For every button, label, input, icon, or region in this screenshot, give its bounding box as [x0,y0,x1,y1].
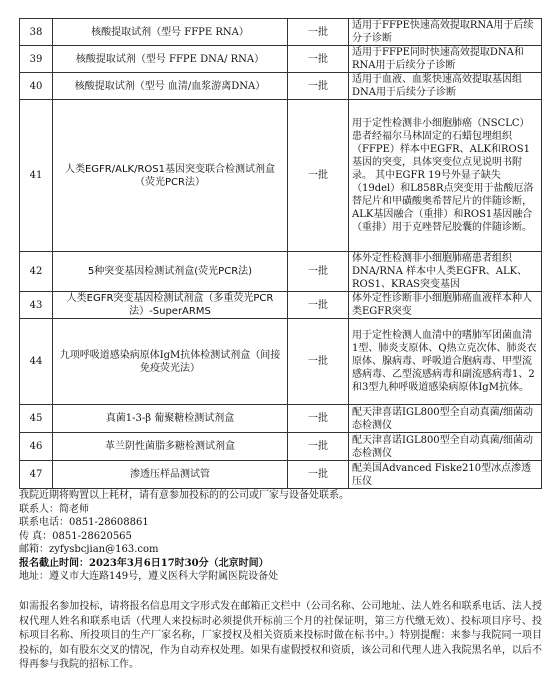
item-name: 九项呼吸道感染病原体IgM抗体检测试剂盒（间接免疫荧光法） [53,319,288,405]
row-number: 43 [20,292,53,319]
item-name: 核酸提取试剂（型号 FFPE DNA/ RNA） [53,46,288,73]
table-row [20,73,542,100]
item-quantity: 一批 [288,405,349,433]
item-description: 适用于血液、血浆快速高效提取基因组DNA用于后续分子诊断 [349,73,542,100]
table-row [20,405,542,433]
item-quantity: 一批 [288,73,349,100]
table-row [20,46,542,73]
table-row [20,19,542,46]
email-address: 邮箱：zyfysbcjian@163.com [19,544,159,555]
item-name: 核酸提取试剂（型号 FFPE RNA） [53,19,288,46]
item-quantity: 一批 [288,319,349,405]
contact-phone: 联系电话：0851-28608861 [19,517,149,528]
item-name: 革兰阴性菌脂多糖检测试剂盒 [53,433,288,461]
item-quantity: 一批 [288,461,349,489]
row-number: 39 [20,46,53,73]
contact-info [19,489,542,584]
purchase-statement: 我院近期将购置以上耗材，请有意参加投标的的公司或厂家与设备处联系。 [19,490,349,501]
row-number: 44 [20,319,53,405]
item-description: 配天津喜诺IGL800型全自动真菌/细菌动态检测仪 [349,433,542,461]
item-name: 真菌1-3-β 葡聚糖检测试剂盒 [53,405,288,433]
item-quantity: 一批 [288,292,349,319]
table-row [20,100,542,252]
item-description: 适用于FFPE快速高效提取RNA用于后续分子诊断 [349,19,542,46]
item-description: 用于定性检测人血清中的嗜肺军团菌血清1型、肺炎支原体、Q热立克次体、肺炎衣原体、腺病毒、呼吸道合胞病毒、甲型流感病毒、乙型流感病毒和副流感病毒1、2和3型九种呼吸道感染病原体IgM抗体。 [349,319,542,405]
row-number: 46 [20,433,53,461]
item-quantity: 一批 [288,100,349,252]
row-number: 42 [20,252,53,292]
item-quantity: 一批 [288,433,349,461]
table-row [20,433,542,461]
contact-person: 联系人：简老师 [19,503,89,515]
item-description: 体外定性诊断非小细胞肺癌血液样本种人类EGFR突变 [349,292,542,319]
item-name: 5种突变基因检测试剂盒(荧光PCR法) [53,252,288,292]
row-number: 47 [20,461,53,489]
bidding-notice [19,600,542,673]
deadline: 报名截止时间：2023年3月6日17时30分（北京时间） [19,557,269,569]
item-quantity: 一批 [288,46,349,73]
address: 地址：遵义市大连路149号，遵义医科大学附属医院设备处 [19,571,279,582]
row-number: 45 [20,405,53,433]
item-quantity: 一批 [288,252,349,292]
table-row [20,461,542,489]
item-name: 核酸提取试剂（型号 血清/血浆游离DNA） [53,73,288,100]
item-name: 渗透压样品测试管 [53,461,288,489]
item-description: 用于定性检测非小细胞肺癌（NSCLC）患者经福尔马林固定的石蜡包埋组织（FFPE）样本中EGFR、ALK和ROS1基因的突变，具体突变位点见说明书附录。 其中EGFR 19号外显子缺失（19del）和L858R点突变用于盐酸厄洛替尼片和甲磺酸奥希替尼片的伴随诊断，ALK基因融合（重排）和ROS1基因融合（重排）用于克唑替尼胶囊的伴随诊断。 [349,100,542,252]
item-name: 人类EGFR突变基因检测试剂盒（多重荧光PCR法）-SuperARMS [53,292,288,319]
item-description: 体外定性检测非小细胞肺癌患者组织DNA/RNA 样本中人类EGFR、ALK、ROS1、KRAS突变基因 [349,252,542,292]
row-number: 40 [20,73,53,100]
item-description: 配美国Advanced Fiske210型冰点渗透压仪 [349,461,542,489]
fax-number: 传 真：0851-28620565 [19,530,132,542]
item-description: 适用于FFPE同时快速高效提取DNA和RNA用于后续分子诊断 [349,46,542,73]
item-quantity: 一批 [288,19,349,46]
notice-paragraph: 如需报名参加投标，请将报名信息用文字形式发在邮箱正文栏中（公司名称、公司地址、法人姓名和联系电话、法人授权代理人姓名和联系电话（代理人来投标时必须提供开标前三个月的社保证明，第三方代缴无效）、投标项目序号、投标项目名称、所投项目的生产厂家名称，厂家授权及相关资质来投标时做在标书中。）特别提醒：来参与我院同一项目投标的，如有股东交叉的情况，作为自动弃权处理。如果有虚假授权和资质，该公司和代理人进入我院黑名单，以后不得再参与我院的招标工作。 [19,601,542,670]
row-number: 38 [20,19,53,46]
table-row [20,252,542,292]
table-row [20,319,542,405]
item-name: 人类EGFR/ALK/ROS1基因突变联合检测试剂盒（荧光PCR法） [53,100,288,252]
table-row [20,292,542,319]
item-description: 配天津喜诺IGL800型全自动真菌/细菌动态检测仪 [349,405,542,433]
items-table [19,18,542,489]
row-number: 41 [20,100,53,252]
